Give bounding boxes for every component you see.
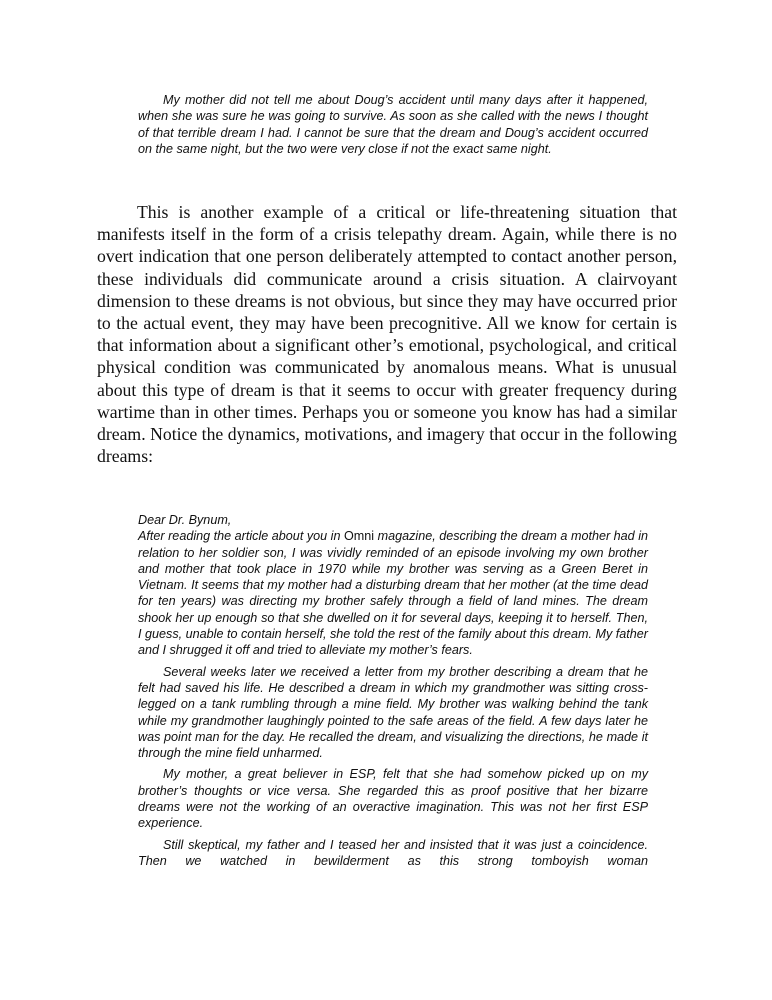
- letter-p1-before: After reading the article about you in: [138, 529, 344, 544]
- letter-p1-after: magazine, describing the dream a mother had in relation to her soldier son, I was vividly reminded of an episode involving my own brother and mother that took place in 1970 while my brother was serving as a Green Beret in Vietnam. It seems that my mother had a disturbing dream that her mother (at the time dead for ten years) was directing my brother safely through a field of land mines. The dream shook her up enough so that she dwelled on it for several days, keeping it to herself. Then, I guess, unable to contain herself, she told the rest of the family about this dream. My father and I shrugged it off and tried to alleviate my mother’s fears.: [138, 529, 649, 658]
- letter-paragraph-1: [138, 528, 648, 658]
- letter-paragraph-3: My mother, a great believer in ESP, felt that she had somehow picked up on my brother’s thoughts or vice versa. She regarded this as proof positive that her bizarre dreams were not the working of an overactive imagination. This was not her first ESP experience.: [138, 767, 648, 831]
- quote-block: [138, 92, 648, 157]
- letter-paragraph-4: Still skeptical, my father and I teased her and insisted that it was just a coincidence. Then we watched in bewilderment as this strong tomboyish woman: [138, 837, 648, 868]
- letter-salutation: Dear Dr. Bynum,: [138, 513, 232, 527]
- magazine-name: Omni: [344, 529, 375, 544]
- quote-paragraph: My mother did not tell me about Doug’s accident until many days after it happened, when she was sure he was going to survive. As soon as she called with the news I thought of that terrible dream I had. I cannot be sure that the dream and Doug’s accident occurred on the same night, but the two were very close if not the exact same night.: [138, 93, 648, 156]
- letter-paragraph-2: Several weeks later we received a letter from my brother describing a dream that he felt had saved his life. He described a dream in which my grandmother was sitting cross-legged on a tank rumbling through a mine field. My brother was walking behind the tank while my grandmother laughingly pointed to the safe areas of the field. A few days later he was point man for the day. He recalled the dream, and visualizing the directions, he made it through the mine field unharmed.: [138, 664, 648, 761]
- letter-block: [138, 512, 648, 869]
- body-paragraph: This is another example of a critical or life-threatening situation that manifests itself in the form of a crisis telepathy dream. Again, while there is no overt indication that one person deliberately attempted to contact another person, these individuals did communicate around a crisis situation. A clairvoyant dimension to these dreams is not obvious, but since they may have occurred prior to the actual event, they may have been precognitive. All we know for certain is that information about a significant other’s emotional, psychological, and critical physical condition was communicated by anomalous means. What is unusual about this type of dream is that it seems to occur with greater frequency during wartime than in other times. Perhaps you or someone you know has had a similar dream. Notice the dynamics, motivations, and imagery that occur in the following dreams:: [97, 202, 677, 467]
